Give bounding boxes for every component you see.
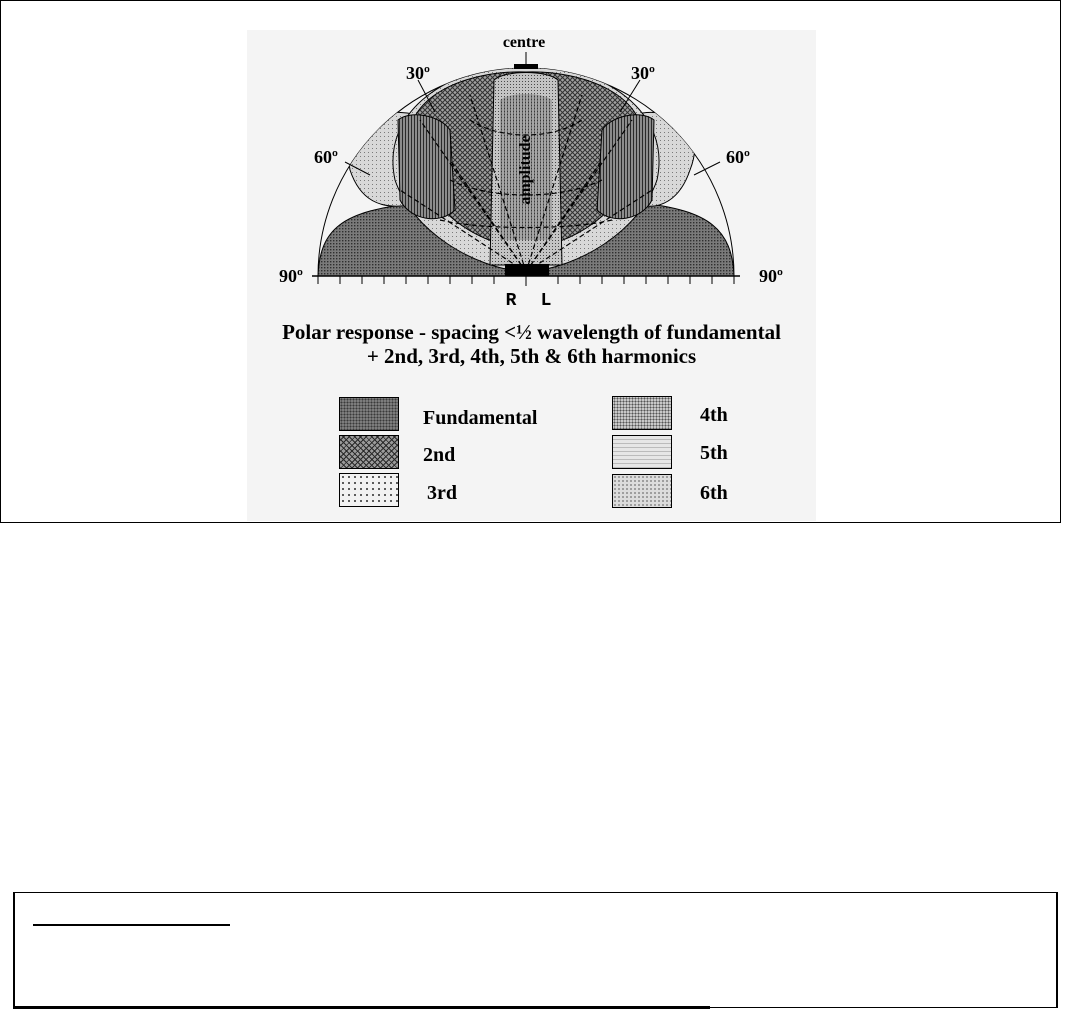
lobe-fundamental-right [597, 115, 654, 219]
baseline-axis [312, 276, 740, 286]
legend-label-3rd: 3rd [427, 482, 457, 504]
angle-label-right-30: 30º [631, 63, 655, 83]
note-title-underline [33, 924, 230, 926]
angle-label-right-90: 90º [759, 266, 783, 286]
speaker-label-l: L [540, 291, 552, 311]
center-axis-label: amplitude [517, 135, 534, 205]
angle-label-centre: centre [502, 34, 546, 51]
speaker-label-r: R [505, 291, 517, 311]
legend-swatch-5th [612, 435, 672, 469]
note-box [13, 892, 1058, 1007]
legend-swatch-fundamental [339, 397, 399, 431]
legend-label-6th: 6th [700, 482, 728, 504]
legend-swatch-3rd [339, 473, 399, 507]
legend-swatch-4th [612, 396, 672, 430]
figure-caption-line-2: + 2nd, 3rd, 4th, 5th & 6th harmonics [366, 344, 697, 368]
angle-label-left-90: 90º [279, 266, 303, 286]
speaker-pair-block [505, 264, 549, 276]
legend-swatch-6th [612, 474, 672, 508]
lobe-fundamental-left [398, 115, 455, 219]
figure-caption-line-1: Polar response - spacing <½ wavelength of fundamental [282, 320, 781, 344]
angle-label-left-30: 30º [406, 63, 430, 83]
legend-label-4th: 4th [700, 404, 728, 426]
legend-label-2nd: 2nd [423, 444, 456, 466]
note-box-bottom-border-thin [710, 1007, 1058, 1008]
angle-label-left-60: 60º [314, 147, 338, 167]
legend-swatch-2nd [339, 435, 399, 469]
legend-label-5th: 5th [700, 442, 728, 464]
note-box-bottom-border [13, 1006, 710, 1009]
legend-label-fundamental: Fundamental [423, 407, 538, 429]
angle-label-right-60: 60º [726, 147, 750, 167]
